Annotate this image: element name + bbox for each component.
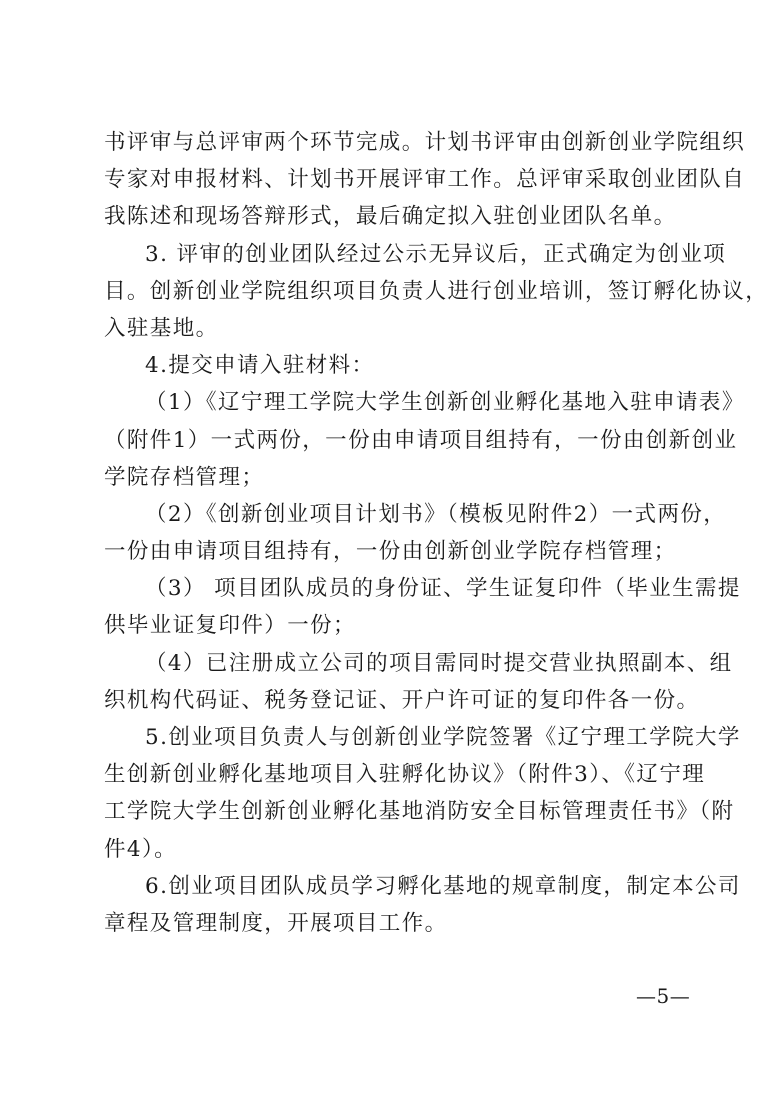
text-line: 书评审与总评审两个环节完成。计划书评审由创新创业学院组织 [104,130,746,155]
document-body [104,124,769,942]
text-line: 工学院大学生创新创业孵化基地消防安全目标管理责任书》（附 [104,799,735,825]
text-line: 入驻基地。 [104,315,219,341]
text-line: 学院存档管理； [104,464,265,490]
text-line: （3） 项目团队成员的身份证、学生证复印件（毕业生需提 [145,576,741,602]
text-line: 供毕业证复印件）一份； [104,613,356,639]
text-line: 件4）。 [104,836,178,862]
text-line: 目。创新创业学院组织项目负责人进行创业培训，签订孵化协议， [104,278,769,304]
page-number: —5— [636,984,691,1008]
text-line: 4.提交申请入驻材料： [145,353,375,379]
text-line: 生创新创业孵化基地项目入驻孵化协议》（附件3）、《辽宁理 [104,762,706,788]
text-line: 6.创业项目团队成员学习孵化基地的规章制度，制定本公司 [145,873,741,899]
text-line: 我陈述和现场答辩形式，最后确定拟入驻创业团队名单。 [104,204,677,230]
text-line: 专家对申报材料、计划书开展评审工作。总评审采取创业团队自 [104,167,746,193]
text-line: 织机构代码证、税务登记证、开户许可证的复印件各一份。 [104,687,700,713]
text-line: 5.创业项目负责人与创新创业学院签署《辽宁理工学院大学 [145,725,741,750]
text-line: 章程及管理制度，开展项目工作。 [104,910,448,936]
text-line: （2）《创新创业项目计划书》（模板见附件2）一式两份， [145,501,727,527]
text-line: （4）已注册成立公司的项目需同时提交营业执照副本、组 [145,650,733,676]
text-line: （附件1）一式两份，一份由申请项目组持有，一份由创新创业 [104,427,738,453]
text-line: 一份由申请项目组持有，一份由创新创业学院存档管理； [104,539,677,565]
text-line: （1）《辽宁理工学院大学生创新创业孵化基地入驻申请表》 [145,390,745,416]
text-line: 3. 评审的创业团队经过公示无异议后，正式确定为创业项 [145,241,727,267]
